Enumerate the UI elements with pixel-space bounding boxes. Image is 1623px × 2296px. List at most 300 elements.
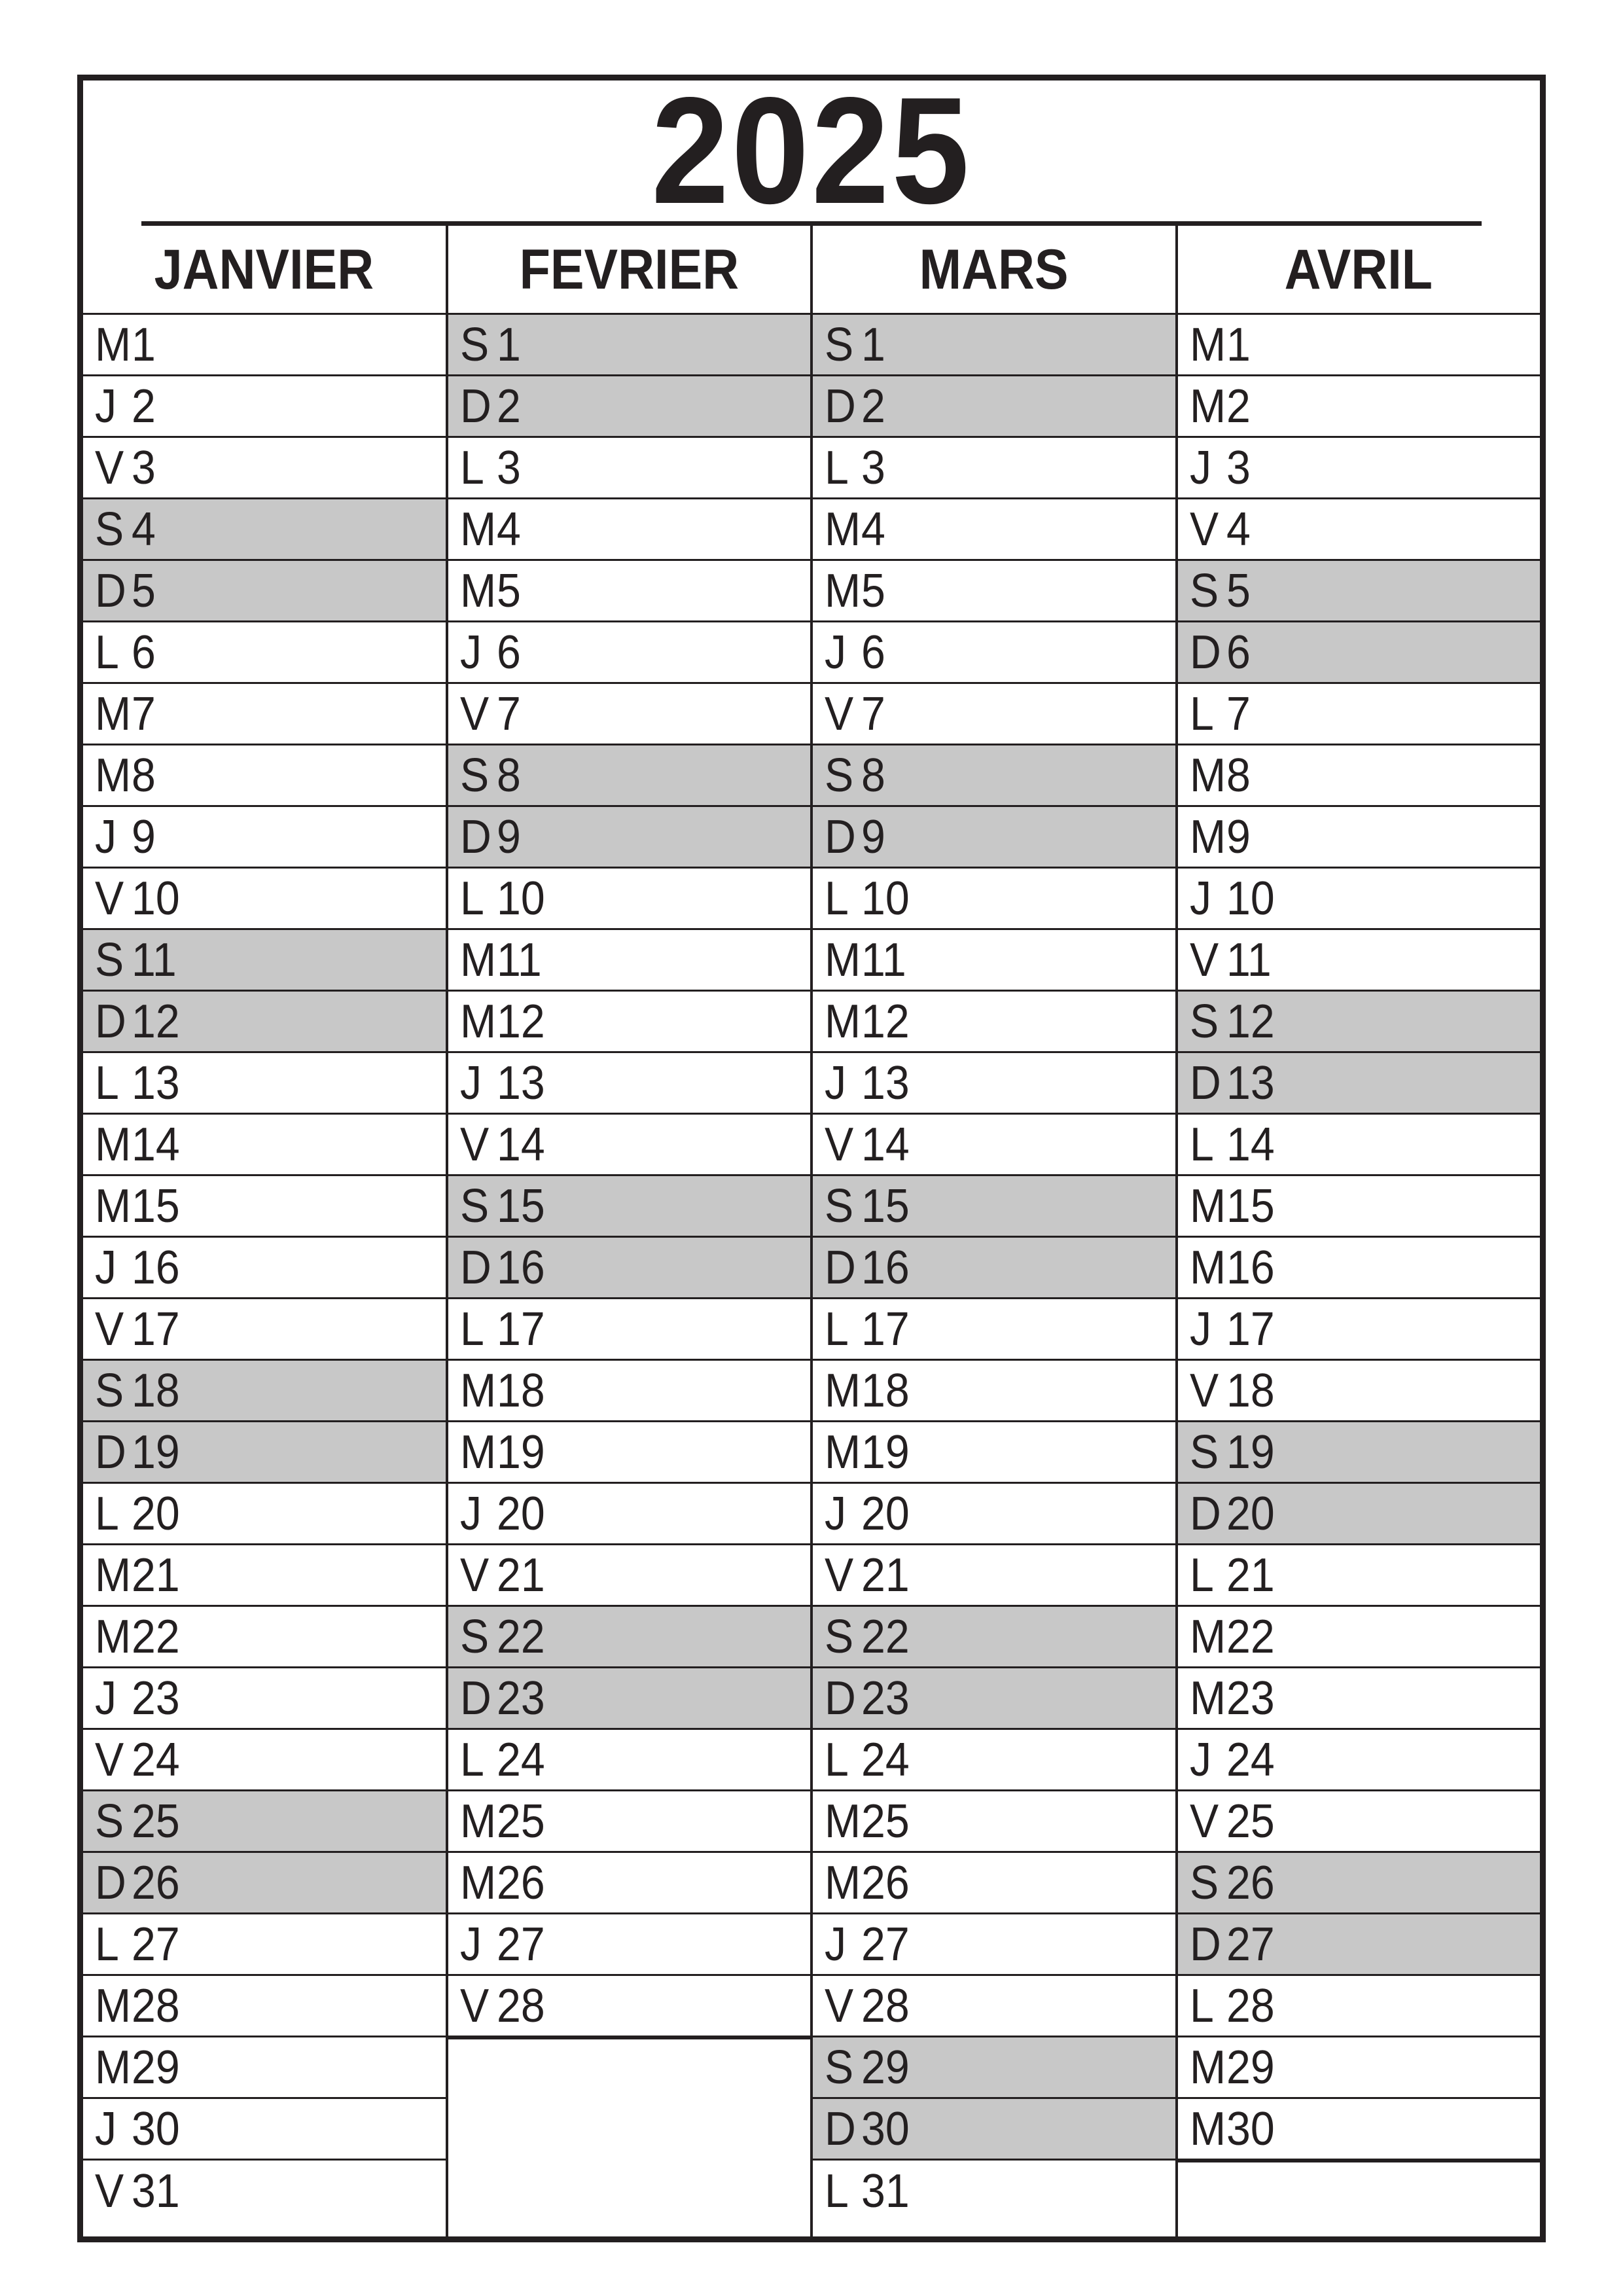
month-name-label: MARS bbox=[919, 238, 1069, 301]
day-row bbox=[83, 869, 446, 930]
day-row bbox=[83, 684, 446, 745]
day-number: 22 bbox=[496, 1610, 545, 1663]
year-title: 2025 bbox=[141, 81, 1482, 226]
day-letter: V bbox=[825, 1118, 854, 1171]
day-row bbox=[83, 1053, 446, 1115]
day-letter: L bbox=[1189, 687, 1214, 740]
day-number: 2 bbox=[496, 380, 521, 433]
day-letter: M bbox=[1189, 749, 1226, 802]
day-row bbox=[1178, 930, 1541, 992]
day-number: 19 bbox=[132, 1426, 180, 1479]
day-number: 3 bbox=[496, 441, 521, 494]
day-row bbox=[813, 1976, 1175, 2037]
month-column-fevrier bbox=[446, 226, 811, 2236]
day-number: 31 bbox=[132, 2165, 180, 2217]
day-letter: D bbox=[95, 1856, 126, 1909]
day-letter: J bbox=[459, 626, 482, 679]
day-letter: S bbox=[459, 1610, 489, 1663]
day-letter: M bbox=[459, 503, 496, 556]
day-row bbox=[448, 1668, 811, 1730]
day-letter: L bbox=[95, 626, 119, 679]
day-letter: V bbox=[95, 872, 124, 925]
day-letter: J bbox=[1189, 441, 1211, 494]
day-number: 15 bbox=[132, 1179, 180, 1232]
day-number: 1 bbox=[1226, 318, 1251, 371]
day-row bbox=[83, 1422, 446, 1484]
day-row bbox=[813, 1853, 1175, 1914]
day-number: 21 bbox=[861, 1549, 910, 1602]
day-letter: S bbox=[95, 933, 124, 986]
day-letter: S bbox=[825, 2041, 854, 2094]
day-number: 30 bbox=[861, 2102, 910, 2155]
day-number: 16 bbox=[861, 1241, 910, 1294]
day-letter: V bbox=[95, 441, 124, 494]
day-number: 23 bbox=[132, 1672, 180, 1725]
day-row bbox=[1178, 684, 1541, 745]
day-number: 12 bbox=[1226, 995, 1275, 1048]
day-letter: M bbox=[95, 749, 132, 802]
month-header bbox=[83, 226, 446, 315]
day-row bbox=[83, 1176, 446, 1238]
month-name-label: FEVRIER bbox=[519, 238, 739, 301]
day-row bbox=[83, 2037, 446, 2099]
day-number: 21 bbox=[496, 1549, 545, 1602]
day-row bbox=[813, 1668, 1175, 1730]
day-row bbox=[813, 1176, 1175, 1238]
day-number: 21 bbox=[132, 1549, 180, 1602]
day-row bbox=[83, 1299, 446, 1361]
day-number: 16 bbox=[132, 1241, 180, 1294]
day-row bbox=[83, 622, 446, 684]
day-letter: M bbox=[459, 564, 496, 617]
day-row bbox=[448, 1484, 811, 1545]
day-row bbox=[1178, 376, 1541, 438]
day-letter: S bbox=[459, 749, 489, 802]
day-row bbox=[813, 622, 1175, 684]
day-row bbox=[448, 499, 811, 561]
day-row bbox=[1178, 561, 1541, 622]
day-row bbox=[448, 930, 811, 992]
day-row bbox=[83, 1668, 446, 1730]
day-number: 25 bbox=[1226, 1795, 1275, 1848]
day-row bbox=[1178, 992, 1541, 1053]
day-letter: D bbox=[825, 1241, 856, 1294]
day-number: 19 bbox=[496, 1426, 545, 1479]
day-number: 26 bbox=[1226, 1856, 1275, 1909]
day-letter: M bbox=[459, 1426, 496, 1479]
day-row bbox=[813, 1730, 1175, 1791]
day-letter: D bbox=[825, 1672, 856, 1725]
day-number: 23 bbox=[861, 1672, 910, 1725]
day-letter: M bbox=[1189, 380, 1226, 433]
day-number: 6 bbox=[132, 626, 156, 679]
day-row bbox=[83, 438, 446, 499]
day-row bbox=[448, 807, 811, 869]
day-letter: S bbox=[1189, 1426, 1219, 1479]
day-row bbox=[83, 992, 446, 1053]
day-number: 6 bbox=[861, 626, 885, 679]
day-number: 17 bbox=[861, 1302, 910, 1355]
day-letter: J bbox=[825, 1056, 847, 1109]
day-row bbox=[448, 745, 811, 807]
day-number: 15 bbox=[496, 1179, 545, 1232]
day-row bbox=[813, 1484, 1175, 1545]
day-number: 29 bbox=[1226, 2041, 1275, 2094]
day-row bbox=[83, 2099, 446, 2161]
day-letter: M bbox=[95, 1610, 132, 1663]
day-number: 1 bbox=[861, 318, 885, 371]
day-letter: S bbox=[459, 1179, 489, 1232]
day-row bbox=[448, 1299, 811, 1361]
day-number: 27 bbox=[1226, 1918, 1275, 1971]
day-number: 2 bbox=[132, 380, 156, 433]
day-number: 7 bbox=[861, 687, 885, 740]
day-letter: M bbox=[459, 1795, 496, 1848]
day-row bbox=[813, 561, 1175, 622]
day-number: 16 bbox=[496, 1241, 545, 1294]
day-letter: D bbox=[1189, 1487, 1221, 1540]
day-letter: M bbox=[95, 687, 132, 740]
day-letter: S bbox=[459, 318, 489, 371]
day-letter: D bbox=[95, 1426, 126, 1479]
month-column-janvier bbox=[83, 226, 446, 2236]
day-number: 29 bbox=[132, 2041, 180, 2094]
day-number: 10 bbox=[132, 872, 180, 925]
day-number: 21 bbox=[1226, 1549, 1275, 1602]
day-row bbox=[813, 2161, 1175, 2222]
day-number: 9 bbox=[861, 810, 885, 863]
day-number: 8 bbox=[132, 749, 156, 802]
day-row bbox=[1178, 1299, 1541, 1361]
day-number: 29 bbox=[861, 2041, 910, 2094]
day-letter: M bbox=[1189, 1241, 1226, 1294]
day-row bbox=[83, 1853, 446, 1914]
day-row bbox=[1178, 1115, 1541, 1176]
day-letter: L bbox=[459, 872, 484, 925]
day-row bbox=[83, 1976, 446, 2037]
day-number: 10 bbox=[496, 872, 545, 925]
day-letter: L bbox=[95, 1487, 119, 1540]
day-number: 9 bbox=[132, 810, 156, 863]
day-letter: J bbox=[825, 1487, 847, 1540]
day-number: 26 bbox=[496, 1856, 545, 1909]
day-number: 16 bbox=[1226, 1241, 1275, 1294]
day-letter: D bbox=[95, 995, 126, 1048]
day-letter: M bbox=[1189, 1610, 1226, 1663]
month-name-label: JANVIER bbox=[154, 238, 374, 301]
day-letter: J bbox=[825, 1918, 847, 1971]
day-number: 27 bbox=[132, 1918, 180, 1971]
day-number: 10 bbox=[1226, 872, 1275, 925]
day-number: 20 bbox=[496, 1487, 545, 1540]
day-letter: V bbox=[95, 2165, 124, 2217]
day-number: 25 bbox=[496, 1795, 545, 1848]
day-row bbox=[83, 2161, 446, 2222]
day-row bbox=[1178, 622, 1541, 684]
day-letter: V bbox=[1189, 1795, 1219, 1848]
day-number: 27 bbox=[496, 1918, 545, 1971]
day-letter: J bbox=[1189, 1302, 1211, 1355]
day-number: 7 bbox=[496, 687, 521, 740]
day-row bbox=[813, 1422, 1175, 1484]
day-number: 6 bbox=[496, 626, 521, 679]
day-row bbox=[813, 1607, 1175, 1668]
day-number: 18 bbox=[132, 1364, 180, 1417]
day-letter: L bbox=[825, 441, 849, 494]
day-row bbox=[83, 1484, 446, 1545]
day-letter: S bbox=[1189, 995, 1219, 1048]
day-number: 18 bbox=[861, 1364, 910, 1417]
day-letter: M bbox=[95, 318, 132, 371]
day-row bbox=[813, 1914, 1175, 1976]
day-row bbox=[83, 561, 446, 622]
day-letter: M bbox=[825, 503, 861, 556]
day-letter: S bbox=[825, 318, 854, 371]
day-row bbox=[813, 1791, 1175, 1853]
day-letter: L bbox=[825, 1302, 849, 1355]
day-row bbox=[1178, 315, 1541, 376]
day-letter: D bbox=[825, 380, 856, 433]
day-number: 2 bbox=[1226, 380, 1251, 433]
day-row bbox=[448, 1853, 811, 1914]
day-row bbox=[1178, 1238, 1541, 1299]
month-header bbox=[1178, 226, 1541, 315]
day-number: 17 bbox=[132, 1302, 180, 1355]
day-letter: M bbox=[95, 2041, 132, 2094]
day-number: 5 bbox=[861, 564, 885, 617]
day-letter: J bbox=[95, 1672, 117, 1725]
day-letter: V bbox=[1189, 503, 1219, 556]
day-letter: D bbox=[1189, 1918, 1221, 1971]
day-letter: J bbox=[459, 1487, 482, 1540]
day-row bbox=[448, 1361, 811, 1422]
day-letter: M bbox=[825, 1795, 861, 1848]
day-row bbox=[448, 1976, 811, 2037]
day-letter: L bbox=[459, 1302, 484, 1355]
day-letter: D bbox=[825, 810, 856, 863]
day-row bbox=[83, 1607, 446, 1668]
day-letter: L bbox=[825, 1733, 849, 1786]
day-letter: M bbox=[825, 995, 861, 1048]
day-letter: V bbox=[459, 1979, 489, 2032]
day-number: 31 bbox=[861, 2165, 910, 2217]
day-number: 8 bbox=[496, 749, 521, 802]
day-row bbox=[1178, 807, 1541, 869]
day-row bbox=[813, 2099, 1175, 2161]
month-header bbox=[813, 226, 1175, 315]
day-letter: D bbox=[95, 564, 126, 617]
day-number: 1 bbox=[496, 318, 521, 371]
day-letter: D bbox=[825, 2102, 856, 2155]
day-row bbox=[448, 1545, 811, 1607]
day-letter: V bbox=[825, 687, 854, 740]
day-row bbox=[83, 376, 446, 438]
day-letter: M bbox=[459, 1856, 496, 1909]
day-row bbox=[1178, 1976, 1541, 2037]
day-number: 1 bbox=[132, 318, 156, 371]
day-number: 22 bbox=[861, 1610, 910, 1663]
day-number: 20 bbox=[132, 1487, 180, 1540]
day-number: 13 bbox=[1226, 1056, 1275, 1109]
day-number: 20 bbox=[1226, 1487, 1275, 1540]
day-row bbox=[83, 1361, 446, 1422]
day-row bbox=[83, 745, 446, 807]
day-number: 27 bbox=[861, 1918, 910, 1971]
day-number: 24 bbox=[132, 1733, 180, 1786]
day-letter: L bbox=[95, 1056, 119, 1109]
day-number: 4 bbox=[496, 503, 521, 556]
day-letter: M bbox=[825, 933, 861, 986]
day-row bbox=[1178, 2099, 1541, 2161]
day-row bbox=[1178, 1422, 1541, 1484]
day-row bbox=[813, 1053, 1175, 1115]
day-number: 13 bbox=[496, 1056, 545, 1109]
day-row bbox=[448, 1914, 811, 1976]
day-row bbox=[813, 1361, 1175, 1422]
day-number: 14 bbox=[861, 1118, 910, 1171]
day-row bbox=[83, 930, 446, 992]
day-number: 3 bbox=[132, 441, 156, 494]
day-letter: M bbox=[95, 1549, 132, 1602]
day-row bbox=[1178, 1053, 1541, 1115]
day-row bbox=[1178, 1361, 1541, 1422]
day-letter: S bbox=[95, 503, 124, 556]
day-letter: J bbox=[1189, 1733, 1211, 1786]
day-number: 6 bbox=[1226, 626, 1251, 679]
day-number: 22 bbox=[1226, 1610, 1275, 1663]
calendar-table bbox=[77, 65, 1546, 2242]
day-letter: V bbox=[825, 1979, 854, 2032]
month-column-mars bbox=[810, 226, 1175, 2236]
day-row bbox=[1178, 1545, 1541, 1607]
day-number: 11 bbox=[132, 933, 177, 986]
day-letter: D bbox=[459, 1672, 491, 1725]
day-number: 3 bbox=[1226, 441, 1251, 494]
day-number: 8 bbox=[861, 749, 885, 802]
day-letter: J bbox=[95, 810, 117, 863]
day-letter: D bbox=[1189, 626, 1221, 679]
day-letter: S bbox=[825, 749, 854, 802]
day-row bbox=[813, 1299, 1175, 1361]
day-row bbox=[83, 1914, 446, 1976]
day-row bbox=[813, 438, 1175, 499]
day-number: 28 bbox=[1226, 1979, 1275, 2032]
day-row bbox=[813, 1115, 1175, 1176]
day-row bbox=[1178, 2037, 1541, 2099]
day-letter: S bbox=[95, 1795, 124, 1848]
day-number: 11 bbox=[861, 933, 906, 986]
day-row bbox=[448, 1176, 811, 1238]
day-letter: M bbox=[1189, 1672, 1226, 1725]
day-row bbox=[83, 1115, 446, 1176]
day-row bbox=[448, 1607, 811, 1668]
day-letter: M bbox=[825, 564, 861, 617]
day-row bbox=[448, 992, 811, 1053]
day-number: 19 bbox=[861, 1426, 910, 1479]
day-number: 4 bbox=[1226, 503, 1251, 556]
day-letter: S bbox=[825, 1610, 854, 1663]
day-number: 5 bbox=[132, 564, 156, 617]
day-row bbox=[813, 992, 1175, 1053]
day-letter: M bbox=[1189, 2102, 1226, 2155]
day-letter: M bbox=[1189, 318, 1226, 371]
day-letter: L bbox=[825, 2165, 849, 2217]
day-row bbox=[1178, 745, 1541, 807]
day-row bbox=[83, 1730, 446, 1791]
day-row bbox=[1178, 1791, 1541, 1853]
day-letter: J bbox=[825, 626, 847, 679]
day-row bbox=[1178, 1914, 1541, 1976]
month-header bbox=[448, 226, 811, 315]
day-number: 28 bbox=[861, 1979, 910, 2032]
day-letter: V bbox=[459, 1549, 489, 1602]
day-row bbox=[1178, 1853, 1541, 1914]
day-row bbox=[448, 438, 811, 499]
day-row bbox=[1178, 869, 1541, 930]
day-row bbox=[1178, 438, 1541, 499]
day-row bbox=[1178, 1730, 1541, 1791]
day-letter: J bbox=[459, 1918, 482, 1971]
day-letter: M bbox=[95, 1979, 132, 2032]
day-letter: J bbox=[95, 1241, 117, 1294]
day-number: 24 bbox=[496, 1733, 545, 1786]
day-number: 19 bbox=[1226, 1426, 1275, 1479]
day-row bbox=[813, 930, 1175, 992]
day-letter: D bbox=[459, 1241, 491, 1294]
day-row bbox=[813, 2037, 1175, 2099]
day-list bbox=[1178, 315, 1541, 2236]
day-number: 14 bbox=[496, 1118, 545, 1171]
day-number: 15 bbox=[1226, 1179, 1275, 1232]
day-letter: J bbox=[95, 380, 117, 433]
day-number: 20 bbox=[861, 1487, 910, 1540]
day-row bbox=[448, 1422, 811, 1484]
day-letter: L bbox=[95, 1918, 119, 1971]
day-number: 30 bbox=[1226, 2102, 1275, 2155]
day-number: 26 bbox=[132, 1856, 180, 1909]
day-letter: J bbox=[459, 1056, 482, 1109]
day-list bbox=[448, 315, 811, 2236]
day-row bbox=[448, 622, 811, 684]
day-number: 26 bbox=[861, 1856, 910, 1909]
day-letter: D bbox=[459, 380, 491, 433]
day-number: 28 bbox=[132, 1979, 180, 2032]
day-number: 18 bbox=[1226, 1364, 1275, 1417]
day-number: 24 bbox=[861, 1733, 910, 1786]
day-number: 5 bbox=[1226, 564, 1251, 617]
day-letter: M bbox=[1189, 2041, 1226, 2094]
day-number: 12 bbox=[496, 995, 545, 1048]
day-row bbox=[813, 869, 1175, 930]
day-number: 24 bbox=[1226, 1733, 1275, 1786]
day-row bbox=[83, 1238, 446, 1299]
day-row bbox=[83, 1791, 446, 1853]
day-row bbox=[448, 1238, 811, 1299]
day-row bbox=[83, 1545, 446, 1607]
day-number: 28 bbox=[496, 1979, 545, 2032]
day-row bbox=[1178, 1176, 1541, 1238]
day-number: 22 bbox=[132, 1610, 180, 1663]
day-row bbox=[448, 315, 811, 376]
day-letter: V bbox=[1189, 933, 1219, 986]
day-letter: L bbox=[825, 872, 849, 925]
day-letter: V bbox=[95, 1302, 124, 1355]
day-letter: S bbox=[1189, 564, 1219, 617]
day-letter: M bbox=[1189, 1179, 1226, 1232]
day-number: 10 bbox=[861, 872, 910, 925]
day-number: 8 bbox=[1226, 749, 1251, 802]
day-letter: V bbox=[459, 687, 489, 740]
